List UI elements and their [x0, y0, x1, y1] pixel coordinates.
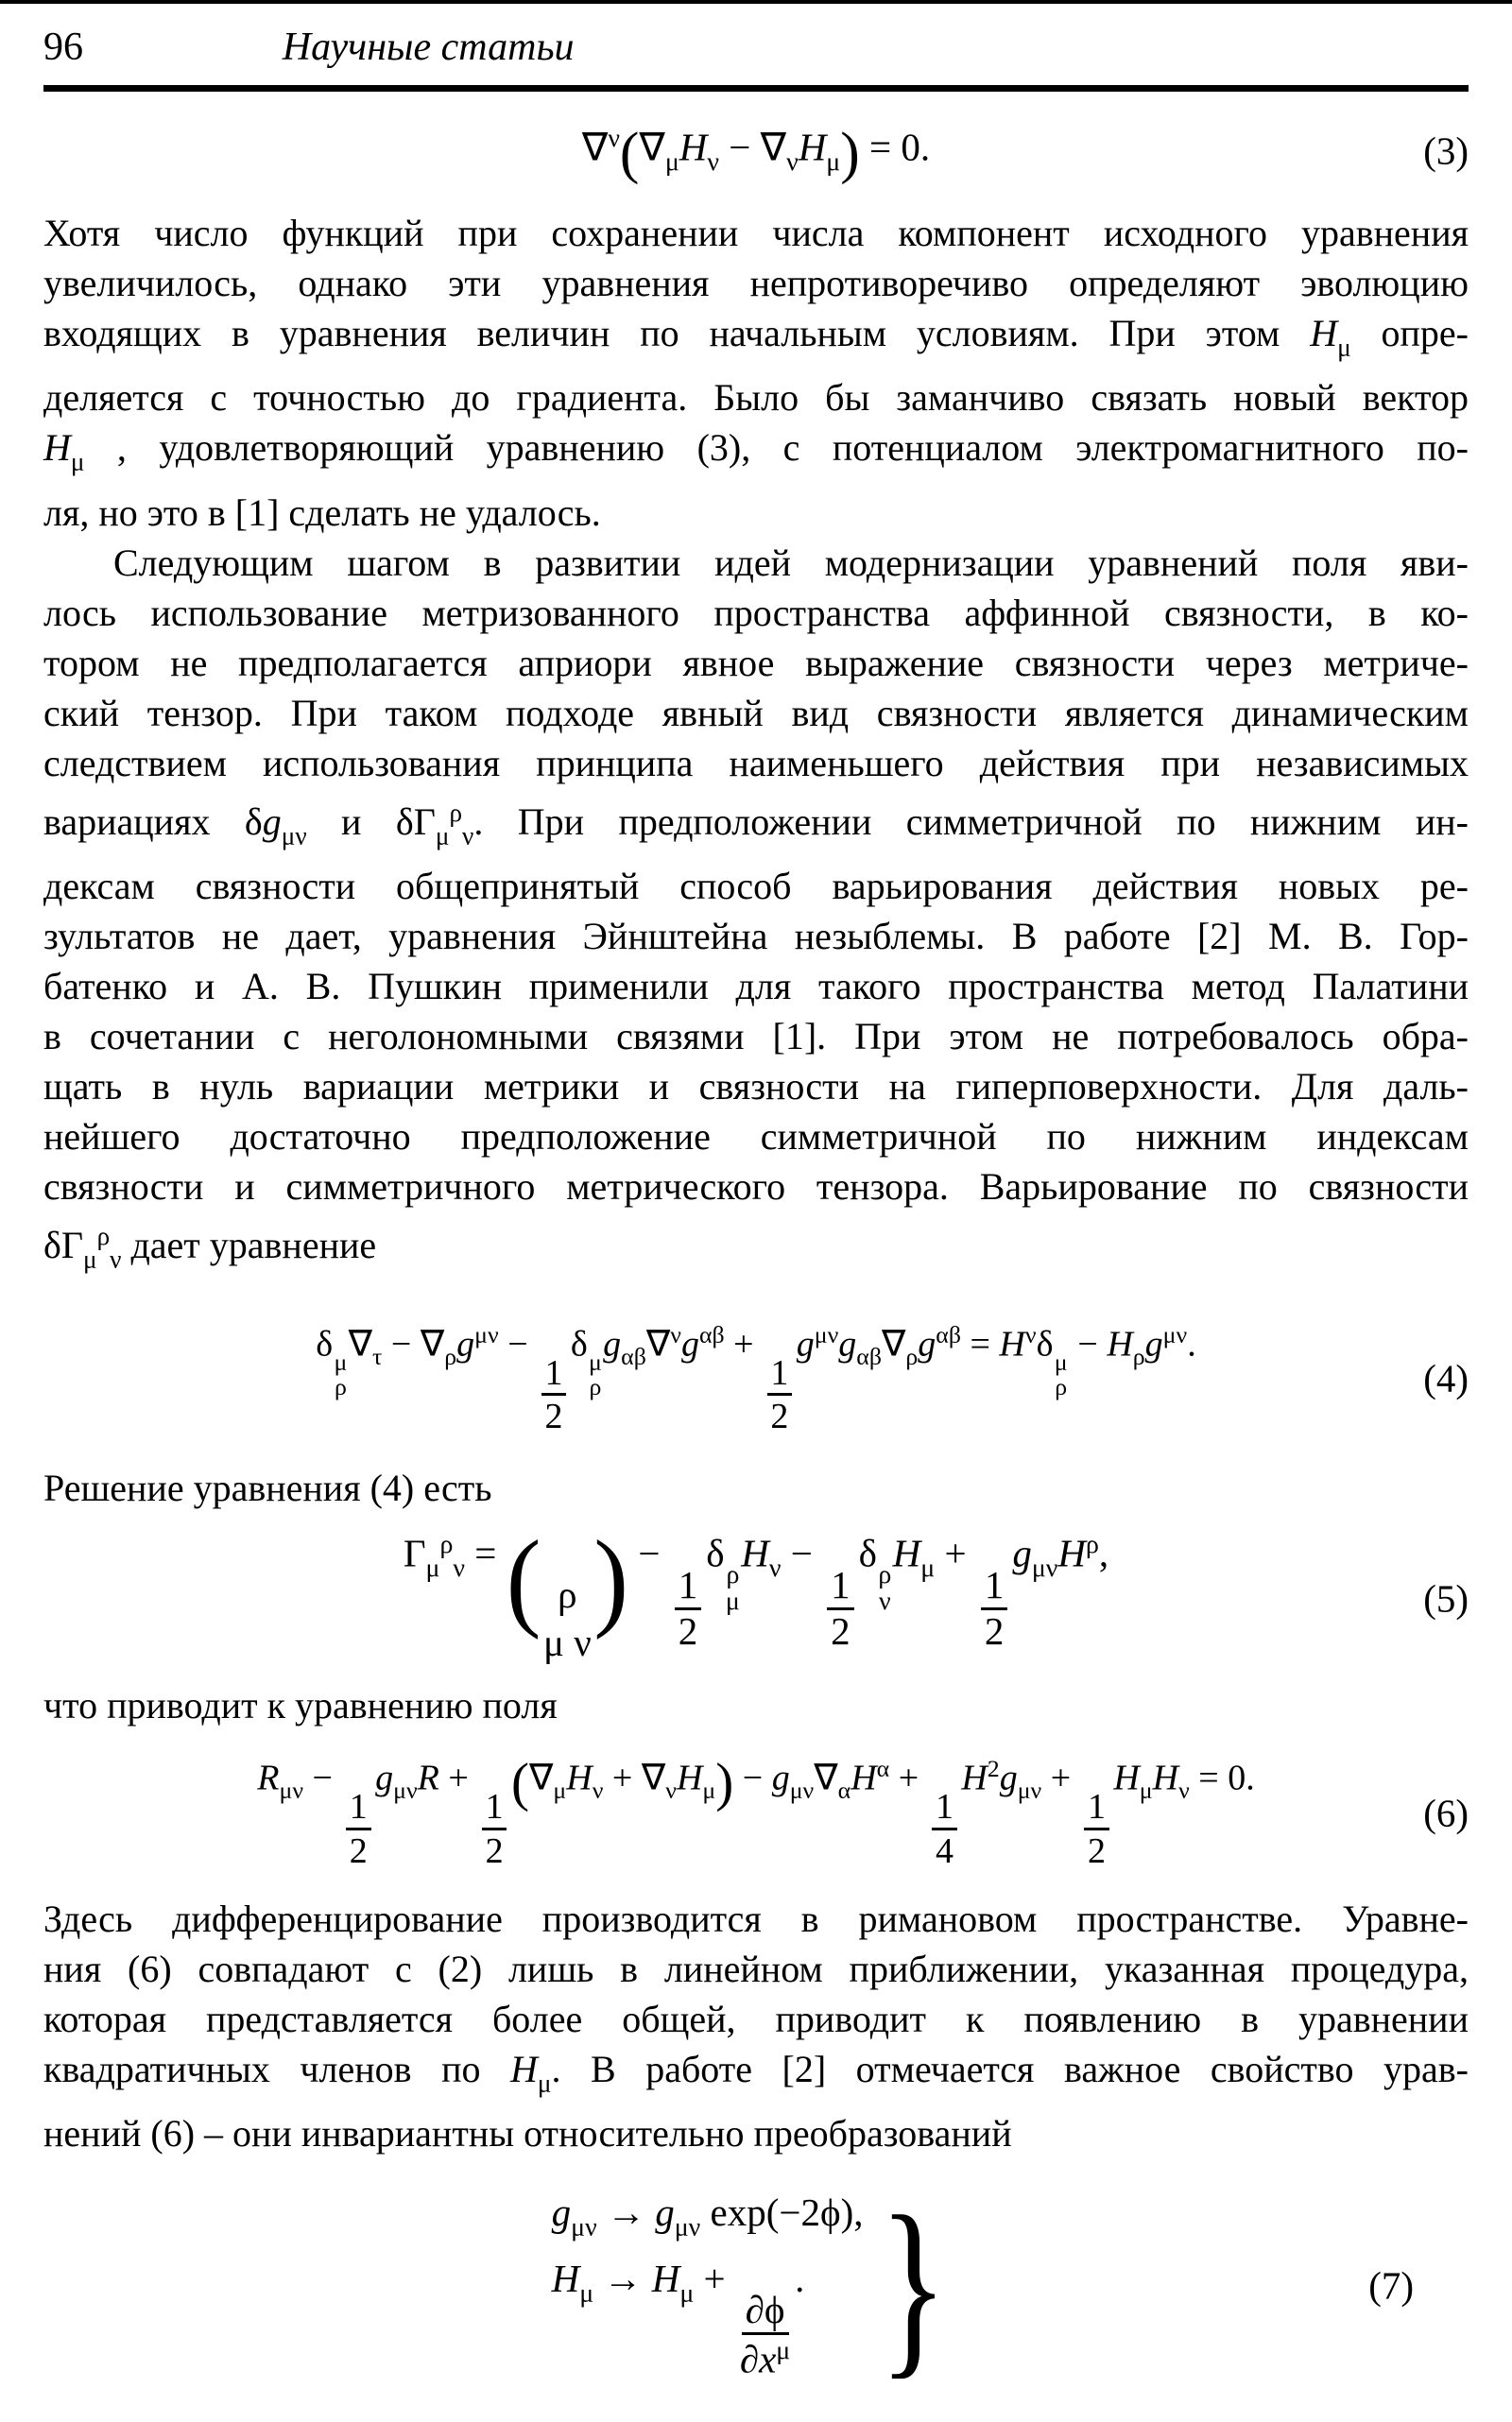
equation: [43, 120, 1469, 185]
text-line: квадратичных членов по $H_\mu$. В работе [2] отмечается важное свойство урав-: [43, 2048, 1469, 2098]
text-line: Следующим шагом в развитии идей модернизации уравнений поля яви-: [113, 541, 1469, 584]
math-variable: H: [1057, 1531, 1086, 1575]
math-variable: H: [1310, 312, 1338, 355]
equation-number: (3): [1423, 129, 1469, 173]
text-line: которая представляется более общей, приводит к появлению в уравнении: [43, 1998, 1469, 2041]
math-variable: g: [603, 1324, 622, 1365]
math-variable: H: [850, 1758, 877, 1798]
paragraph: [43, 1680, 1469, 1730]
paragraph: [43, 538, 1469, 1285]
equation: [43, 1321, 1469, 1437]
text-line: тором не предполагается априори явное выражение связности через метриче-: [43, 641, 1469, 684]
text-line: зультатов не дает, уравнения Эйнштейна незыблемы. В работе [2] М. В. Гор-: [43, 915, 1469, 958]
math-variable: x: [759, 2337, 777, 2381]
text-line: батенко и А. В. Пушкин применили для такого пространства метод Палатини: [43, 965, 1469, 1008]
right-brace-icon: }: [878, 2175, 948, 2396]
math-variable: g: [1144, 1324, 1163, 1365]
math-variable: g: [262, 799, 282, 843]
math-variable: H: [651, 2257, 680, 2301]
math-variable: H: [566, 1758, 593, 1798]
equation-math: $\nabla^\nu(\nabla_\mu H_\nu - \nabla_\nu H_\mu) = 0$.: [581, 120, 931, 185]
equation-number: (7): [1368, 2263, 1414, 2308]
math-variable: g: [999, 1758, 1018, 1798]
math-variable: H: [892, 1531, 921, 1575]
text-line: нений (6) – они инвариантны относительно преобразований: [43, 2112, 1012, 2156]
text-line: ский тензор. При таком подходе явный вид связности является динамическим: [43, 691, 1469, 734]
text-line: связности и симметричного метрического тензора. Варьирование по связности: [43, 1165, 1469, 1209]
math-variable: g: [796, 1324, 815, 1365]
text-line: в сочетании с неголономными связями [1]. При этом не потребовалось обра-: [43, 1015, 1469, 1058]
math-variable: g: [655, 2190, 675, 2235]
text-line: нейшего достаточно предположение симметричной по нижним индексам: [43, 1115, 1469, 1159]
equation: [43, 1517, 1469, 1667]
text-line: $H_\mu$ , удовлетворяющий уравнению (3), с потенциалом электромагнитного по-: [43, 426, 1469, 476]
math-variable: g: [680, 1324, 699, 1365]
math-variable: H: [676, 1758, 703, 1798]
text-line: увеличилось, однако эти уравнения непротиворечиво определяют эволюцию: [43, 262, 1469, 305]
text-line: дексам связности общепринятый способ варьирования действия новых ре-: [43, 865, 1469, 908]
math-variable: g: [551, 2190, 572, 2235]
math-variable: H: [551, 2257, 580, 2301]
page-content: [43, 120, 1469, 2396]
text-line: следствием использования принципа наименьшего действия при независимых: [43, 741, 1469, 784]
equation-system: [43, 2175, 1469, 2396]
math-variable: H: [999, 1324, 1025, 1365]
system-lines: [552, 2190, 864, 2381]
math-variable: H: [679, 125, 708, 169]
page-header: [43, 25, 1469, 77]
system-line: $H_\mu \to H_\mu$ + $\frac{\partial\phi}{\partial x^\mu}$ .: [551, 2257, 805, 2381]
equation-math: $R_{\mu\nu}$ − $\frac{1}{2}$ $g_{\mu\nu}R$ + $\frac{1}{2}$ $(\nabla_\mu H_\nu + \nabla_\nu H_\mu) - g_{\mu\nu}\nabla_\alpha H^\alpha$ + $\frac{1}{4}$ $H^2g_{\mu\nu}$ + $\frac{1}{2}$ $H_\mu H_\nu = 0$.: [257, 1753, 1255, 1871]
paragraph: [43, 1894, 1469, 2158]
text-line: Решение уравнения (4) есть: [43, 1467, 492, 1510]
math-variable: H: [1152, 1758, 1179, 1798]
paragraph: [43, 1463, 1469, 1513]
text-line: деляется с точностью до градиента. Было бы заманчиво связать новый вектор: [43, 376, 1469, 420]
text-line: лось использование метризованного пространства аффинной связности, в ко-: [43, 591, 1469, 634]
math-variable: g: [918, 1324, 936, 1365]
header-rule: [43, 85, 1469, 92]
math-variable: H: [1107, 1324, 1133, 1365]
equation-math: δ μ ρ $\nabla_\tau - \nabla_\rho g^{\mu\nu}$ − $\frac{1}{2}$ δ μ ρ $g_{\alpha\beta}\nabla^\nu g^{\alpha\beta}$ + $\frac{1}{2}$ $g^{\mu\nu}g_{\alpha\beta}\nabla_\rho g^{\alpha\beta} = H^\nu\delta$ μ ρ − $H_\rho g^{\mu\nu}$.: [316, 1320, 1196, 1436]
math-variable: g: [456, 1324, 475, 1365]
math-variable: H: [510, 2048, 538, 2091]
running-title: Научные статьи: [282, 26, 575, 69]
equation-number: (6): [1423, 1791, 1469, 1835]
text-line: вариациях $\delta g_{\mu\nu}$ и $\delta\Gamma_\mu^\rho_\nu$. При предположении симметричной по нижним ин-: [43, 798, 1469, 850]
math-variable: H: [1113, 1758, 1140, 1798]
text-line: $\delta\Gamma_\mu^\rho_\nu$ дает уравнение: [43, 1222, 377, 1274]
text-line: Здесь дифференцирование производится в римановом пространстве. Уравне-: [43, 1898, 1469, 1941]
equation-number: (5): [1423, 1576, 1469, 1621]
equation-math: [551, 2175, 961, 2396]
text-line: щать в нуль вариации метрики и связности на гиперповерхности. Для даль-: [43, 1065, 1469, 1108]
math-variable: R: [257, 1758, 280, 1798]
paragraph: [43, 208, 1469, 538]
text-line: ния (6) совпадают с (2) лишь в линейном приближении, указанная процедура,: [43, 1948, 1469, 1991]
equation: [43, 1755, 1469, 1871]
math-variable: R: [417, 1758, 439, 1798]
math-variable: H: [43, 426, 71, 470]
math-variable: H: [798, 125, 827, 169]
math-variable: H: [961, 1758, 988, 1798]
system-line: $g_{\mu\nu} \to g_{\mu\nu}$ exp(−2ϕ),: [551, 2190, 864, 2242]
text-line: ля, но это в [1] сделать не удалось.: [43, 490, 601, 534]
math-variable: g: [838, 1324, 857, 1365]
math-variable: g: [771, 1758, 790, 1798]
math-variable: H: [741, 1531, 769, 1575]
math-variable: g: [1012, 1531, 1032, 1575]
equation-math: $\Gamma_\mu^\rho_\nu$ = ( ρ μ ν ) − $\frac{1}{2}$ δ ρ μ $H_\nu$ − $\frac{1}{2}$ δ ρ ν $H_\mu$ + $\frac{1}{2}$ $g_{\mu\nu}H^\rho$,: [403, 1517, 1109, 1665]
math-variable: g: [375, 1758, 394, 1798]
page-number: 96: [43, 26, 83, 69]
text-line: что приводит к уравнению поля: [43, 1684, 558, 1727]
equation-number: (4): [1423, 1356, 1469, 1400]
text-line: входящих в уравнения величин по начальным условиям. При этом $H_\mu$ опре-: [43, 312, 1469, 362]
text-line: Хотя число функций при сохранении числа компонент исходного уравнения: [43, 212, 1469, 255]
